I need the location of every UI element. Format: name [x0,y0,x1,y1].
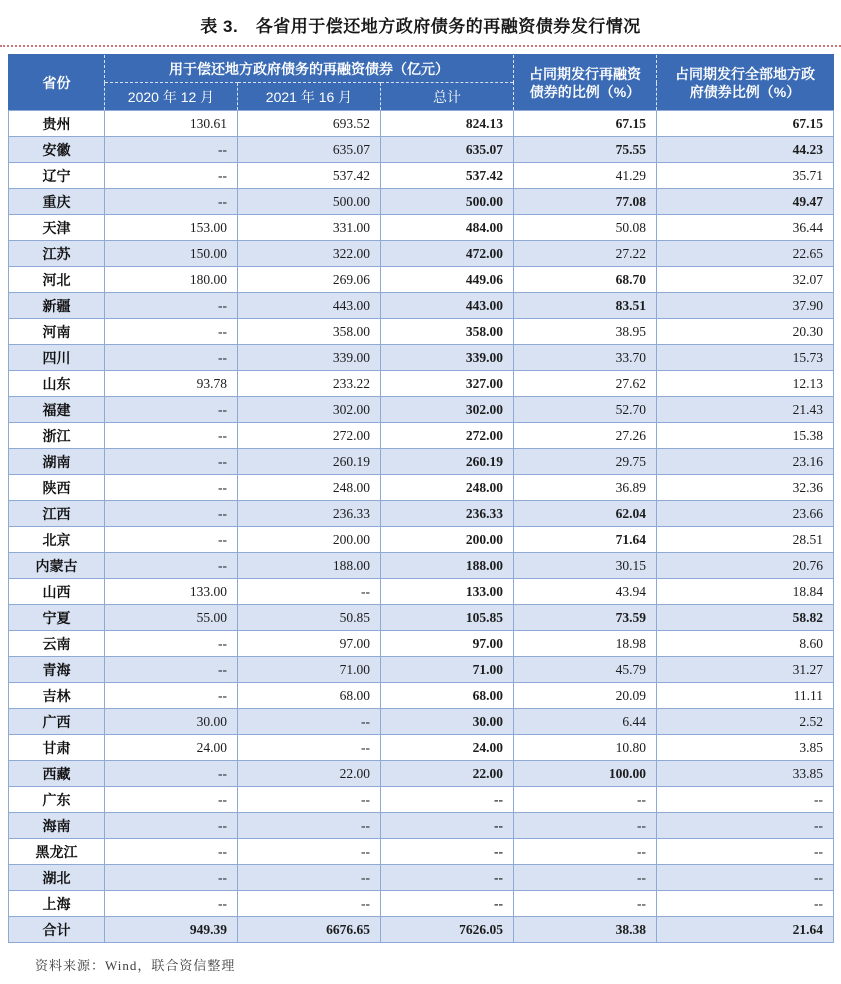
cell-total: 71.00 [381,657,514,683]
cell-province: 内蒙古 [9,553,105,579]
cell-2021-jan-jun: -- [238,735,381,761]
cell-2020-dec: 180.00 [105,267,238,293]
cell-2020-dec: -- [105,839,238,865]
cell-province: 宁夏 [9,605,105,631]
source-note: 资料来源：Wind，联合资信整理 [35,958,236,973]
table-row [9,527,834,553]
cell-total: 635.07 [381,137,514,163]
cell-2021-jan-jun: 188.00 [238,553,381,579]
header-2020-dec: 2020 年 12 月 [105,83,238,111]
cell-pct-refinancing: 27.22 [514,241,657,267]
cell-total: 339.00 [381,345,514,371]
cell-2021-jan-jun: -- [238,865,381,891]
table-row [9,267,834,293]
cell-2020-dec: -- [105,501,238,527]
table-header [9,55,834,111]
cell-province: 合计 [9,917,105,943]
total-row [9,917,834,943]
cell-2021-jan-jun: 331.00 [238,215,381,241]
cell-province: 湖北 [9,865,105,891]
title-divider [0,45,841,47]
cell-province: 云南 [9,631,105,657]
table-row [9,163,834,189]
cell-pct-all-bonds: 18.84 [657,579,834,605]
cell-2021-jan-jun: -- [238,839,381,865]
cell-total: 327.00 [381,371,514,397]
table-row [9,423,834,449]
table-row [9,293,834,319]
cell-2021-jan-jun: -- [238,891,381,917]
cell-2021-jan-jun: 71.00 [238,657,381,683]
cell-2020-dec: -- [105,163,238,189]
cell-total: 248.00 [381,475,514,501]
cell-2020-dec: -- [105,527,238,553]
cell-total: -- [381,839,514,865]
cell-province: 新疆 [9,293,105,319]
cell-province: 天津 [9,215,105,241]
cell-pct-refinancing: 18.98 [514,631,657,657]
cell-total: 824.13 [381,111,514,137]
cell-2021-jan-jun: 269.06 [238,267,381,293]
table-row [9,657,834,683]
cell-pct-all-bonds: 32.36 [657,475,834,501]
cell-pct-refinancing: 29.75 [514,449,657,475]
cell-total: 500.00 [381,189,514,215]
table-row [9,111,834,137]
header-pct-refinancing-line2: 债券的比例（%） [529,83,641,100]
cell-province: 山西 [9,579,105,605]
cell-pct-refinancing: 27.26 [514,423,657,449]
header-pct-refinancing-line1: 占同期发行再融资 [529,65,641,82]
cell-province: 四川 [9,345,105,371]
cell-pct-all-bonds: 49.47 [657,189,834,215]
cell-pct-all-bonds: -- [657,865,834,891]
header-group-refinancing-bonds: 用于偿还地方政府债务的再融资债券（亿元） [105,55,514,83]
cell-2020-dec: -- [105,423,238,449]
cell-pct-refinancing: 68.70 [514,267,657,293]
cell-province: 广东 [9,787,105,813]
cell-pct-refinancing: 33.70 [514,345,657,371]
cell-province: 浙江 [9,423,105,449]
cell-2020-dec: -- [105,787,238,813]
cell-pct-all-bonds: 3.85 [657,735,834,761]
cell-2021-jan-jun: 500.00 [238,189,381,215]
cell-pct-refinancing: 50.08 [514,215,657,241]
table-row [9,397,834,423]
table-row [9,891,834,917]
cell-2020-dec: -- [105,891,238,917]
cell-province: 贵州 [9,111,105,137]
cell-pct-all-bonds: 20.30 [657,319,834,345]
cell-pct-refinancing: 30.15 [514,553,657,579]
cell-2021-jan-jun: 322.00 [238,241,381,267]
table-row [9,137,834,163]
cell-province: 北京 [9,527,105,553]
cell-province: 江西 [9,501,105,527]
header-province: 省份 [9,55,105,111]
cell-province: 河北 [9,267,105,293]
table-row [9,189,834,215]
cell-pct-refinancing: 43.94 [514,579,657,605]
cell-total: 188.00 [381,553,514,579]
cell-2021-jan-jun: 248.00 [238,475,381,501]
cell-total: 272.00 [381,423,514,449]
cell-2020-dec: -- [105,657,238,683]
cell-2021-jan-jun: 97.00 [238,631,381,657]
cell-total: 260.19 [381,449,514,475]
cell-pct-refinancing: 20.09 [514,683,657,709]
cell-2020-dec: 150.00 [105,241,238,267]
cell-2020-dec: 55.00 [105,605,238,631]
cell-province: 海南 [9,813,105,839]
header-pct-all-bonds-line2: 府债券比例（%） [689,83,801,100]
table-row [9,839,834,865]
cell-pct-all-bonds: 12.13 [657,371,834,397]
table-row [9,345,834,371]
cell-2021-jan-jun: 358.00 [238,319,381,345]
cell-pct-refinancing: 62.04 [514,501,657,527]
cell-pct-refinancing: 45.79 [514,657,657,683]
cell-total: 449.06 [381,267,514,293]
cell-pct-refinancing: 100.00 [514,761,657,787]
cell-2020-dec: 949.39 [105,917,238,943]
cell-pct-all-bonds: -- [657,787,834,813]
cell-province: 陕西 [9,475,105,501]
cell-province: 西藏 [9,761,105,787]
cell-province: 黑龙江 [9,839,105,865]
cell-pct-refinancing: 38.38 [514,917,657,943]
cell-pct-refinancing: -- [514,865,657,891]
cell-total: 105.85 [381,605,514,631]
cell-2020-dec: -- [105,137,238,163]
cell-total: 302.00 [381,397,514,423]
cell-pct-refinancing: -- [514,839,657,865]
cell-pct-all-bonds: 20.76 [657,553,834,579]
cell-total: 443.00 [381,293,514,319]
table-body [9,111,834,943]
cell-province: 河南 [9,319,105,345]
cell-pct-all-bonds: 15.73 [657,345,834,371]
cell-2020-dec: -- [105,189,238,215]
table-row [9,371,834,397]
cell-pct-all-bonds: 35.71 [657,163,834,189]
cell-2020-dec: 130.61 [105,111,238,137]
cell-2020-dec: 133.00 [105,579,238,605]
cell-2020-dec: -- [105,397,238,423]
table-row [9,449,834,475]
cell-total: 22.00 [381,761,514,787]
cell-2020-dec: -- [105,345,238,371]
cell-pct-refinancing: -- [514,891,657,917]
cell-total: 537.42 [381,163,514,189]
cell-total: -- [381,813,514,839]
cell-2020-dec: -- [105,319,238,345]
cell-pct-refinancing: 10.80 [514,735,657,761]
cell-2021-jan-jun: -- [238,787,381,813]
cell-2021-jan-jun: -- [238,813,381,839]
cell-2021-jan-jun: 6676.65 [238,917,381,943]
cell-total: 24.00 [381,735,514,761]
cell-pct-all-bonds: 2.52 [657,709,834,735]
cell-province: 江苏 [9,241,105,267]
cell-2021-jan-jun: 272.00 [238,423,381,449]
cell-province: 安徽 [9,137,105,163]
cell-pct-all-bonds: 37.90 [657,293,834,319]
cell-pct-refinancing: 27.62 [514,371,657,397]
cell-2021-jan-jun: 443.00 [238,293,381,319]
cell-pct-all-bonds: 33.85 [657,761,834,787]
cell-total: 358.00 [381,319,514,345]
cell-2020-dec: -- [105,865,238,891]
cell-total: 484.00 [381,215,514,241]
cell-pct-refinancing: 73.59 [514,605,657,631]
cell-pct-refinancing: 77.08 [514,189,657,215]
cell-total: 472.00 [381,241,514,267]
cell-pct-all-bonds: 11.11 [657,683,834,709]
table-row [9,553,834,579]
cell-province: 辽宁 [9,163,105,189]
table-row [9,865,834,891]
header-pct-all-bonds [657,55,834,111]
cell-pct-all-bonds: 23.66 [657,501,834,527]
cell-2020-dec: -- [105,813,238,839]
cell-2021-jan-jun: -- [238,579,381,605]
cell-2020-dec: -- [105,631,238,657]
cell-province: 青海 [9,657,105,683]
cell-pct-all-bonds: 21.64 [657,917,834,943]
cell-pct-refinancing: 41.29 [514,163,657,189]
cell-total: 68.00 [381,683,514,709]
table-row [9,319,834,345]
cell-2020-dec: 153.00 [105,215,238,241]
cell-pct-all-bonds: -- [657,891,834,917]
cell-2021-jan-jun: 50.85 [238,605,381,631]
header-pct-all-bonds-line1: 占同期发行全部地方政 [675,65,815,82]
cell-2021-jan-jun: 236.33 [238,501,381,527]
cell-2021-jan-jun: 302.00 [238,397,381,423]
cell-2020-dec: 30.00 [105,709,238,735]
cell-total: -- [381,865,514,891]
cell-2021-jan-jun: 22.00 [238,761,381,787]
cell-2020-dec: -- [105,293,238,319]
cell-2021-jan-jun: 233.22 [238,371,381,397]
cell-total: 30.00 [381,709,514,735]
cell-total: 236.33 [381,501,514,527]
cell-pct-refinancing: 38.95 [514,319,657,345]
table-row [9,813,834,839]
cell-pct-all-bonds: 8.60 [657,631,834,657]
cell-2020-dec: -- [105,683,238,709]
table-row [9,605,834,631]
cell-2021-jan-jun: 339.00 [238,345,381,371]
cell-province: 甘肃 [9,735,105,761]
cell-pct-refinancing: 71.64 [514,527,657,553]
table-row [9,241,834,267]
table-row [9,761,834,787]
refinancing-bond-table [8,54,834,943]
cell-2021-jan-jun: 200.00 [238,527,381,553]
header-pct-refinancing [514,55,657,111]
table-row [9,631,834,657]
cell-2020-dec: 24.00 [105,735,238,761]
cell-pct-all-bonds: 44.23 [657,137,834,163]
cell-pct-refinancing: 67.15 [514,111,657,137]
cell-pct-all-bonds: 32.07 [657,267,834,293]
cell-total: -- [381,891,514,917]
table-row [9,787,834,813]
cell-total: 97.00 [381,631,514,657]
table-row [9,735,834,761]
header-total: 总计 [381,83,514,111]
cell-2020-dec: -- [105,449,238,475]
table-row [9,683,834,709]
cell-pct-all-bonds: 21.43 [657,397,834,423]
cell-pct-all-bonds: 15.38 [657,423,834,449]
cell-pct-all-bonds: -- [657,813,834,839]
table-row [9,501,834,527]
cell-2020-dec: -- [105,553,238,579]
cell-province: 湖南 [9,449,105,475]
cell-province: 福建 [9,397,105,423]
cell-pct-all-bonds: -- [657,839,834,865]
cell-total: -- [381,787,514,813]
cell-pct-all-bonds: 28.51 [657,527,834,553]
cell-pct-refinancing: 75.55 [514,137,657,163]
cell-2021-jan-jun: 260.19 [238,449,381,475]
cell-2021-jan-jun: 537.42 [238,163,381,189]
cell-total: 200.00 [381,527,514,553]
table-row [9,579,834,605]
cell-pct-all-bonds: 22.65 [657,241,834,267]
cell-pct-all-bonds: 67.15 [657,111,834,137]
cell-province: 重庆 [9,189,105,215]
cell-pct-refinancing: -- [514,813,657,839]
cell-pct-refinancing: 52.70 [514,397,657,423]
cell-province: 山东 [9,371,105,397]
cell-2021-jan-jun: 635.07 [238,137,381,163]
cell-2020-dec: -- [105,475,238,501]
cell-2021-jan-jun: 68.00 [238,683,381,709]
cell-2020-dec: -- [105,761,238,787]
header-row-1 [9,55,834,83]
cell-pct-all-bonds: 36.44 [657,215,834,241]
cell-province: 广西 [9,709,105,735]
header-2021-jan-jun: 2021 年 16 月 [238,83,381,111]
cell-2021-jan-jun: 693.52 [238,111,381,137]
table-row [9,215,834,241]
cell-pct-all-bonds: 23.16 [657,449,834,475]
cell-pct-refinancing: -- [514,787,657,813]
table-title: 表 3. 各省用于偿还地方政府债务的再融资债券发行情况 [200,17,641,36]
cell-pct-all-bonds: 31.27 [657,657,834,683]
cell-total: 133.00 [381,579,514,605]
cell-pct-refinancing: 36.89 [514,475,657,501]
cell-2020-dec: 93.78 [105,371,238,397]
table-row [9,475,834,501]
cell-pct-all-bonds: 58.82 [657,605,834,631]
table-row [9,709,834,735]
cell-province: 上海 [9,891,105,917]
cell-province: 吉林 [9,683,105,709]
cell-pct-refinancing: 6.44 [514,709,657,735]
cell-2021-jan-jun: -- [238,709,381,735]
cell-pct-refinancing: 83.51 [514,293,657,319]
cell-total: 7626.05 [381,917,514,943]
